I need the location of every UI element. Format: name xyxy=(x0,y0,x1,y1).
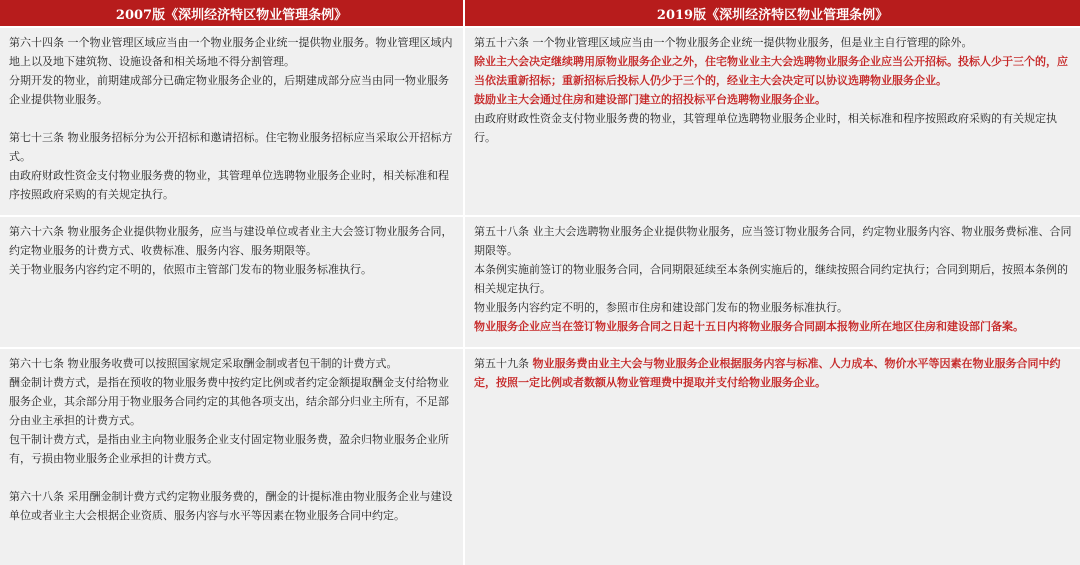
row1-2019-cell xyxy=(465,26,1080,215)
row1-2007-p4: 由政府财政性资金支付物业服务费的物业，其管理单位选聘物业服务企业时，相关标准和程序按照政府采购的有关规定执行。 xyxy=(9,169,449,201)
row2-2019-p2: 本条例实施前签订的物业服务合同，合同期限延续至本条例实施后的，继续按照合同约定执行；合同到期后，按照本条例的相关规定执行。 xyxy=(474,263,1068,295)
row3-2007-cell xyxy=(0,347,465,565)
row2-2019-p4-highlight: 物业服务企业应当在签订物业服务合同之日起十五日内将物业服务合同副本报物业所在地区住房和建设部门备案。 xyxy=(474,320,1024,333)
header-2019: 2019版《深圳经济特区物业管理条例》 xyxy=(465,0,1080,26)
row1-2007-cell xyxy=(0,26,465,215)
row1-2007-p1: 第六十四条 一个物业管理区域应当由一个物业服务企业统一提供物业服务。物业管理区域内地上以及地下建筑物、设施设备和相关场地不得分割管理。 xyxy=(9,36,453,68)
row3-2019-p1 xyxy=(474,354,1072,392)
header-2007: 2007版《深圳经济特区物业管理条例》 xyxy=(0,0,465,26)
row3-2007-p3: 包干制计费方式，是指由业主向物业服务企业支付固定物业服务费，盈余归物业服务企业所有，亏损由物业服务企业承担的计费方式。 xyxy=(9,433,449,465)
row3-2007-p2: 酬金制计费方式，是指在预收的物业服务费中按约定比例或者约定金额提取酬金支付给物业服务企业，其余部分用于物业服务合同约定的其他各项支出，结余部分归业主所有，不足部分由业主承担的计费方式。 xyxy=(9,376,449,427)
row1-2019-p1: 第五十六条 一个物业管理区域应当由一个物业服务企业统一提供物业服务，但是业主自行管理的除外。 xyxy=(474,36,973,49)
row3-2019-cell xyxy=(465,347,1080,565)
row1-2019-p2-highlight: 除业主大会决定继续聘用原物业服务企业之外，住宅物业业主大会选聘物业服务企业应当公开招标。投标人少于三个的，应当依法重新招标；重新招标后投标人仍少于三个的，经业主大会决定可以协议选聘物业服务企业。 xyxy=(474,55,1068,87)
row3-2007-p4: 第六十八条 采用酬金制计费方式约定物业服务费的，酬金的计提标准由物业服务企业与建设单位或者业主大会根据企业资质、服务内容与水平等因素在物业服务合同中约定。 xyxy=(9,490,453,522)
row2-2007-p1: 第六十六条 物业服务企业提供物业服务，应当与建设单位或者业主大会签订物业服务合同，约定物业服务的计费方式、收费标准、服务内容、服务期限等。 xyxy=(9,225,453,257)
row1-2007-p3: 第七十三条 物业服务招标分为公开招标和邀请招标。住宅物业服务招标应当采取公开招标方式。 xyxy=(9,131,453,163)
row3-2019-article-number: 第五十九条 xyxy=(474,357,529,370)
row2-2019-cell xyxy=(465,215,1080,347)
row3-2019-p1-highlight: 物业服务费由业主大会与物业服务企业根据服务内容与标准、人力成本、物价水平等因素在物业服务合同中约定，按照一定比例或者数额从物业管理费中提取并支付给物业服务企业。 xyxy=(474,357,1061,389)
row1-2007-p2: 分期开发的物业，前期建成部分已确定物业服务企业的，后期建成部分应当由同一物业服务企业提供物业服务。 xyxy=(9,74,449,106)
row1-2019-p3-highlight: 鼓励业主大会通过住房和建设部门建立的招投标平台选聘物业服务企业。 xyxy=(474,93,826,106)
row3-2007-p1: 第六十七条 物业服务收费可以按照国家规定采取酬金制或者包干制的计费方式。 xyxy=(9,357,398,370)
row1-2019-p4: 由政府财政性资金支付物业服务费的物业，其管理单位选聘物业服务企业时，相关标准和程序按照政府采购的有关规定执行。 xyxy=(474,112,1057,144)
row2-2007-cell xyxy=(0,215,465,347)
row2-2019-p3: 物业服务内容约定不明的，参照市住房和建设部门发布的物业服务标准执行。 xyxy=(474,301,848,314)
row2-2007-p2: 关于物业服务内容约定不明的，依照市主管部门发布的物业服务标准执行。 xyxy=(9,263,372,276)
row2-2019-p1: 第五十八条 业主大会选聘物业服务企业提供物业服务，应当签订物业服务合同，约定物业服务内容、物业服务费标准、合同期限等。 xyxy=(474,225,1072,257)
